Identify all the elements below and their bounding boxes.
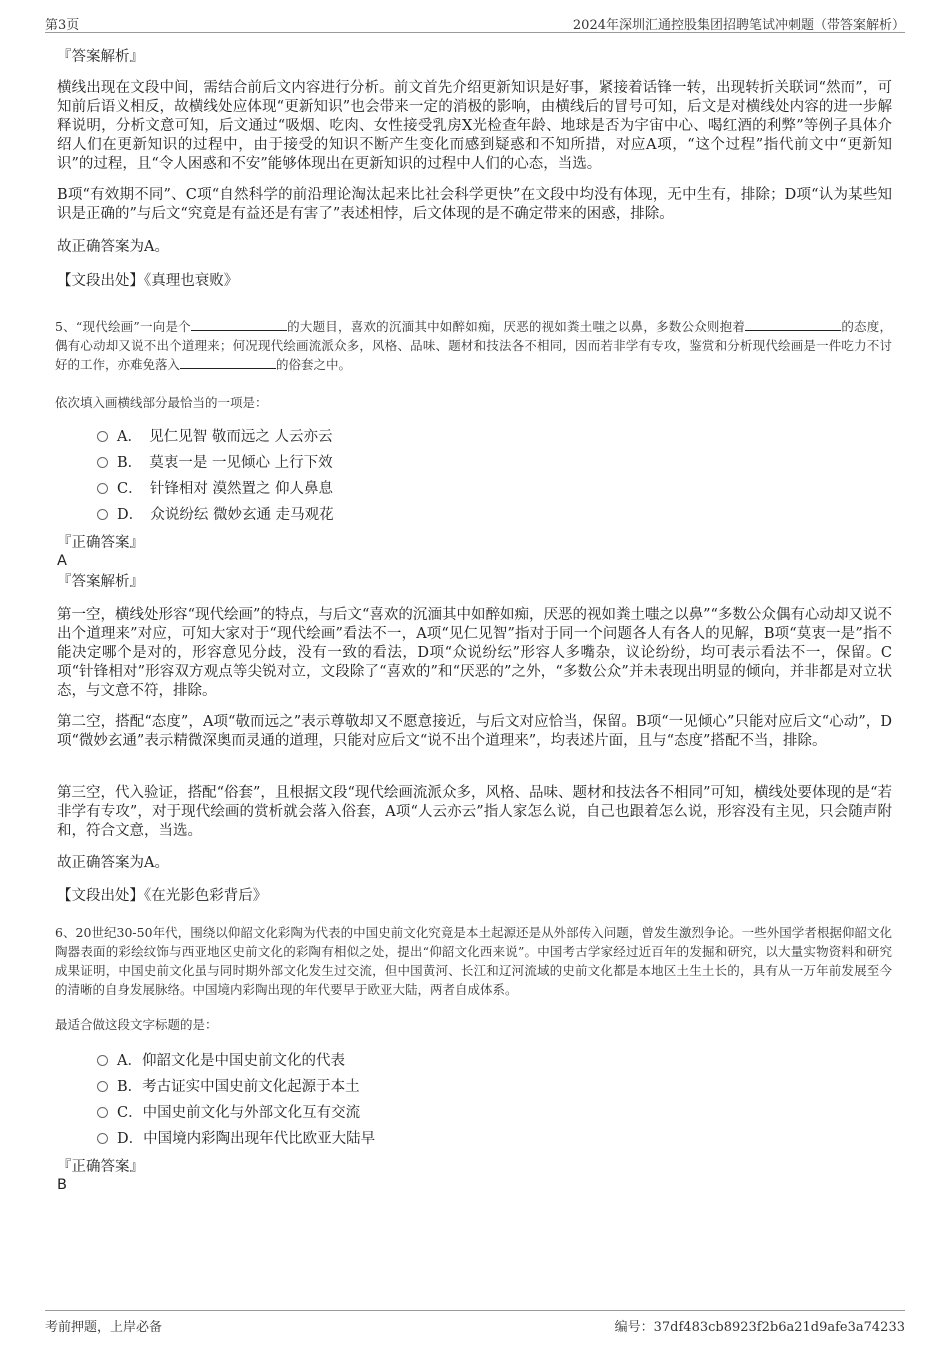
q5-conclusion: 故正确答案为A。 bbox=[57, 855, 169, 871]
q6-option-a[interactable]: A．仰韶文化是中国史前文化的代表 bbox=[97, 1052, 345, 1070]
radio-icon[interactable] bbox=[97, 457, 108, 468]
q5-blank-2 bbox=[745, 318, 841, 331]
q6-stem: 6、20世纪30-50年代，围绕以仰韶文化彩陶为代表的中国史前文化究竟是本土起源还是从外部传入问题，曾发生激烈争论。一些外国学者根据仰韶文化陶器表面的彩绘纹饰与西亚地区史前文化的彩陶有相似之处，提出“仰韶文化西来说”。中国考古学家经过近百年的发掘和研究，以大量实物资料和研究成果证明，中国史前文化虽与同时期外部文化发生过交流，但中国黄河、长江和辽河流域的史前文化都是本地区土生土长的，具有从一万年前发展至今的清晰的自身发展脉络。中国境内彩陶出现的年代要早于欧亚大陆，两者自成体系。 bbox=[55, 925, 892, 997]
q5-stem-part-4: 的俗套之中。 bbox=[276, 357, 352, 372]
q4-analysis-label: 『答案解析』 bbox=[57, 49, 144, 65]
q6-option-b[interactable]: B．考古证实中国史前文化起源于本土 bbox=[97, 1078, 360, 1096]
q5-option-b[interactable]: B． 莫衷一是 一见倾心 上行下效 bbox=[97, 454, 333, 472]
q5-analysis-label: 『答案解析』 bbox=[57, 574, 144, 590]
q5-correct-answer: A bbox=[57, 553, 67, 569]
document-code: 编号：37df483cb8923f2b6a21d9afe3a74233 bbox=[614, 1320, 905, 1335]
q5-stem-part-3: 的态度，偶有心动却又说不出个道理来；何况现代绘画流派众多，风格、品味、题材和技法各不相同，因而若非学有专攻，鉴赏和分析现代绘画是一件吃力不讨好的工作，亦难免落入 bbox=[55, 319, 892, 372]
q4-analysis-paragraph-1: 横线出现在文段中间，需结合前后文内容进行分析。前文首先介绍更新知识是好事，紧接着话锋一转，出现转折关联词“然而”，可知前后语义相反，故横线处应体现“更新知识”也会带来一定的消极的影响，由横线后的冒号可知，后文是对横线处内容的进一步解释说明，分析文意可知，后文通过“吸烟、吃肉、女性接受乳房X光检查年龄、地球是否为宇宙中心、喝红酒的利弊”等例子具体介绍人们在更新知识的过程中，由于接受的知识不断产生变化而感到疑惑和不知所措，对应A项，“这个过程”指代前文中“更新知识”的过程，且“令人困惑和不安”能够体现出在更新知识的过程中人们的心态，当选。 bbox=[57, 80, 892, 172]
q5-analysis-paragraph-1: 第一空，横线处形容“现代绘画”的特点，与后文“喜欢的沉湎其中如醉如痴，厌恶的视如粪土嗤之以鼻”“多数公众偶有心动却又说不出个道理来”对应，可知大家对于“现代绘画”看法不一，A项“见仁见智”指对于同一个问题各人有各人的见解，B项“莫衷一是”指不能决定哪个是对的，形容意见分歧，没有一致的看法，D项“众说纷纭”形容人多嘴杂，议论纷纷，均可表示看法不一，保留。C项“针锋相对”形容双方观点等尖锐对立，文段除了“喜欢的”和“厌恶的”之外，“多数公众”并未表现出明显的倾向，并非都是对立状态，与文意不符，排除。 bbox=[57, 607, 892, 699]
page-number: 第3页 bbox=[45, 18, 80, 33]
q5-stem bbox=[55, 317, 892, 374]
q5-source: 【文段出处】《在光影色彩背后》 bbox=[57, 888, 268, 904]
q5-correct-label: 『正确答案』 bbox=[57, 535, 144, 551]
q5-stem-part-1: 5、“现代绘画”一向是个 bbox=[55, 319, 191, 334]
q6-correct-answer: B bbox=[57, 1177, 67, 1193]
q6-option-c[interactable]: C．中国史前文化与外部文化互有交流 bbox=[97, 1104, 360, 1122]
q5-analysis-paragraph-2: 第二空，搭配“态度”，A项“敬而远之”表示尊敬却又不愿意接近，与后文对应恰当，保留。B项“一见倾心”只能对应后文“心动”，D项“微妙玄通”表示精微深奥而灵通的道理，只能对应后文“说不出个道理来”，均表述片面，且与“态度”搭配不当，排除。 bbox=[57, 714, 892, 749]
page-footer bbox=[45, 1310, 905, 1335]
q5-blank-3 bbox=[180, 356, 276, 369]
q4-analysis-paragraph-2: B项“有效期不同”、C项“自然科学的前沿理论淘汰起来比社会科学更快”在文段中均没有体现，无中生有，排除；D项“认为某些知识是正确的”与后文“究竟是有益还是有害了”表述相悖，后文体现的是不确定带来的困惑，排除。 bbox=[57, 187, 892, 222]
q5-option-a[interactable]: A． 见仁见智 敬而远之 人云亦云 bbox=[97, 428, 332, 446]
radio-icon[interactable] bbox=[97, 1133, 108, 1144]
q5-option-c[interactable]: C． 针锋相对 漠然置之 仰人鼻息 bbox=[97, 480, 333, 498]
q4-source: 【文段出处】《真理也衰败》 bbox=[57, 273, 239, 289]
radio-icon[interactable] bbox=[97, 1055, 108, 1066]
q6-prompt: 最适合做这段文字标题的是： bbox=[55, 1017, 218, 1032]
footer-slogan: 考前押题，上岸必备 bbox=[45, 1320, 163, 1335]
radio-icon[interactable] bbox=[97, 1107, 108, 1118]
q4-conclusion: 故正确答案为A。 bbox=[57, 239, 169, 255]
q5-option-d[interactable]: D． 众说纷纭 微妙玄通 走马观花 bbox=[97, 506, 334, 524]
radio-icon[interactable] bbox=[97, 509, 108, 520]
q5-stem-part-2: 的大题目，喜欢的沉湎其中如醉如痴，厌恶的视如粪土嗤之以鼻，多数公众则抱着 bbox=[286, 319, 746, 334]
q6-correct-label: 『正确答案』 bbox=[57, 1159, 144, 1175]
radio-icon[interactable] bbox=[97, 1081, 108, 1092]
document-title: 2024年深圳汇通控股集团招聘笔试冲刺题（带答案解析） bbox=[572, 18, 905, 33]
page-header bbox=[45, 12, 905, 33]
q5-prompt: 依次填入画横线部分最恰当的一项是： bbox=[55, 395, 268, 410]
radio-icon[interactable] bbox=[97, 431, 108, 442]
q6-option-d[interactable]: D．中国境内彩陶出现年代比欧亚大陆早 bbox=[97, 1130, 375, 1148]
radio-icon[interactable] bbox=[97, 483, 108, 494]
q5-blank-1 bbox=[191, 318, 287, 331]
q5-analysis-paragraph-3: 第三空，代入验证，搭配“俗套”，且根据文段“现代绘画流派众多，风格、品味、题材和技法各不相同”可知，横线处要体现的是“若非学有专攻”，对于现代绘画的赏析就会落入俗套，A项“人云亦云”指人家怎么说，自己也跟着怎么说，形容没有主见，只会随声附和，符合文意，当选。 bbox=[57, 785, 892, 839]
